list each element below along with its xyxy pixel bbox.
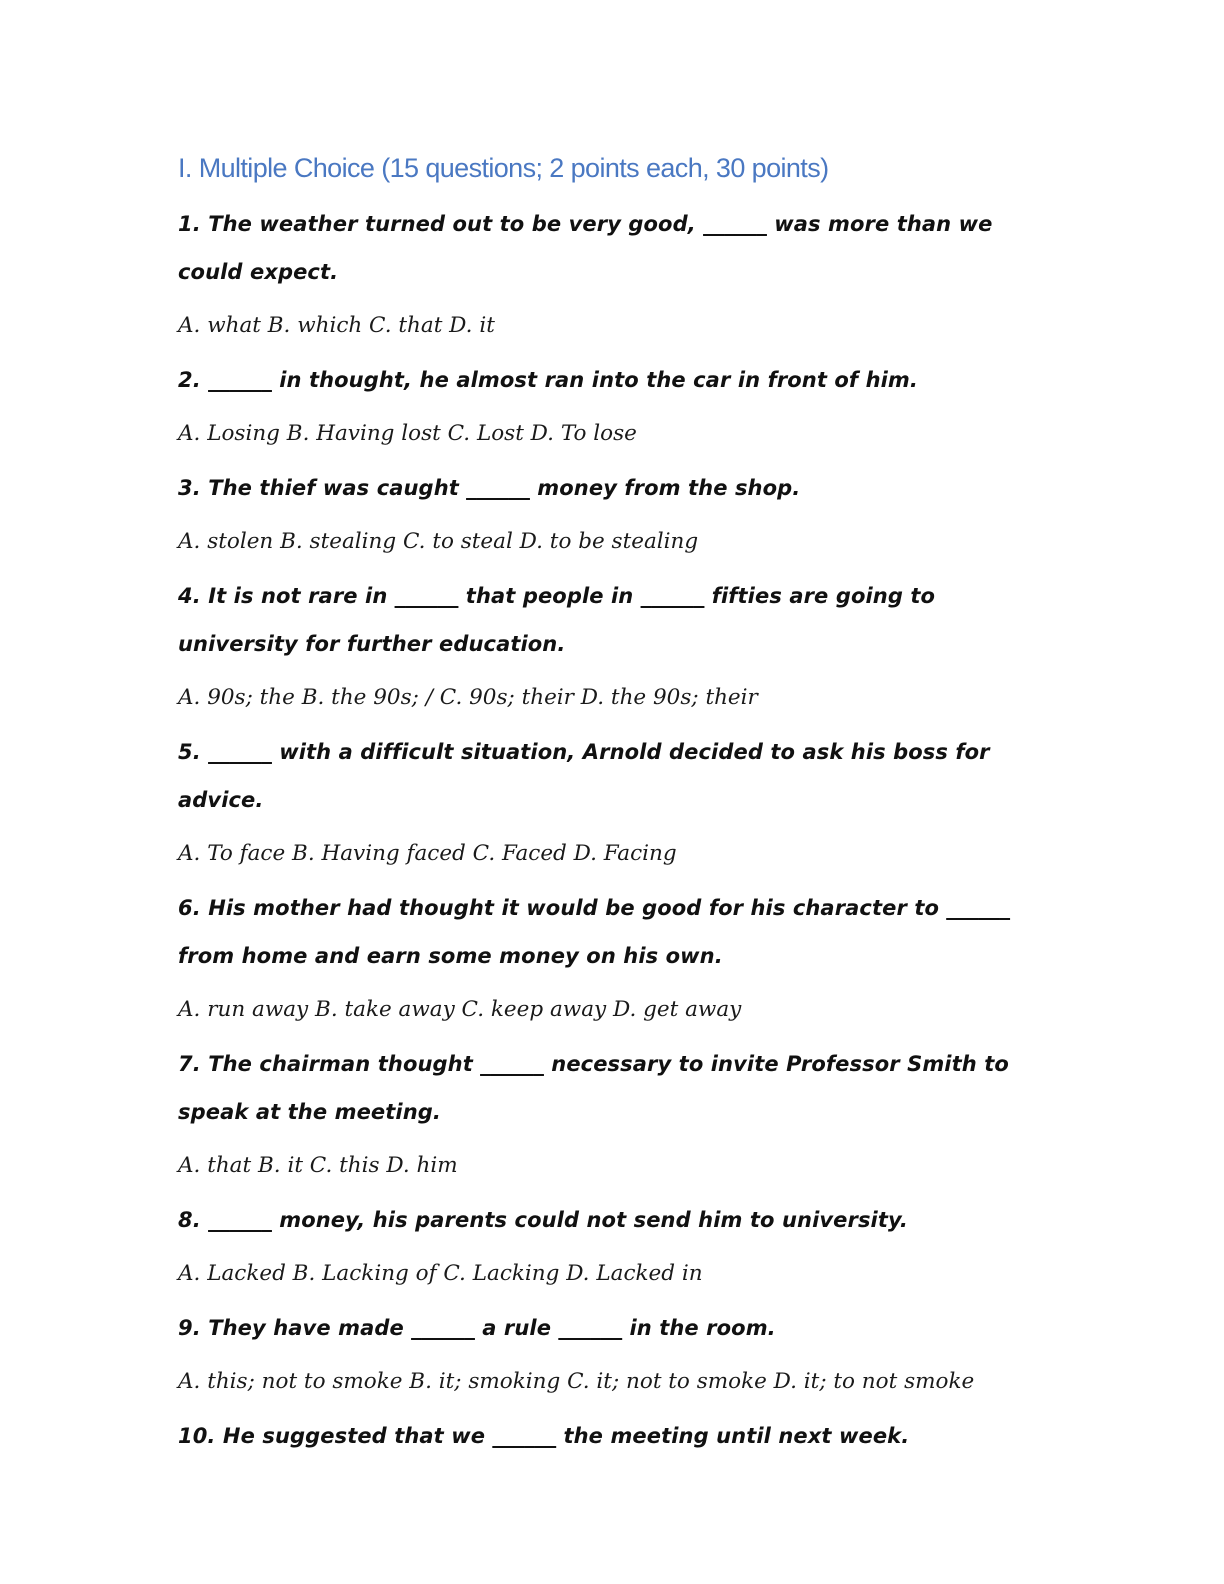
question-text: 10. He suggested that we ______ the meeting until next week.	[178, 1424, 910, 1448]
question-item-8	[178, 1196, 1048, 1298]
question-item-2	[178, 356, 1048, 458]
answer-options: A. run away B. take away C. keep away D. get away	[178, 997, 742, 1022]
question-item-7	[178, 1040, 1048, 1190]
question-item-4	[178, 572, 1048, 722]
answer-options: A. this; not to smoke B. it; smoking C. it; not to smoke D. it; to not smoke	[178, 1369, 975, 1394]
answer-options: A. To face B. Having faced C. Faced D. Facing	[178, 841, 677, 866]
question-text: 3. The thief was caught ______ money from the shop.	[178, 476, 801, 500]
question-item-9	[178, 1304, 1048, 1406]
question-text: 9. They have made ______ a rule ______ in the room.	[178, 1316, 776, 1340]
answer-options: A. Losing B. Having lost C. Lost D. To lose	[178, 421, 637, 446]
question-item-3	[178, 464, 1048, 566]
answer-options: A. what B. which C. that D. it	[178, 313, 495, 338]
question-item-1	[178, 200, 1048, 350]
question-item-6	[178, 884, 1048, 1034]
question-text: 2. ______ in thought, he almost ran into the car in front of him.	[178, 368, 918, 392]
question-text: 1. The weather turned out to be very good, ______ was more than we could expect.	[178, 212, 993, 284]
question-item-5	[178, 728, 1048, 878]
question-text: 7. The chairman thought ______ necessary to invite Professor Smith to speak at the meeting.	[178, 1052, 1009, 1124]
answer-options: A. stolen B. stealing C. to steal D. to be stealing	[178, 529, 699, 554]
question-item-10	[178, 1412, 1048, 1460]
question-text: 4. It is not rare in ______ that people in ______ fifties are going to university for further education.	[178, 584, 936, 656]
question-text: 6. His mother had thought it would be good for his character to ______ from home and earn some money on his own.	[178, 896, 1010, 968]
answer-options: A. 90s; the B. the 90s; / C. 90s; their D. the 90s; their	[178, 685, 758, 710]
section-heading: I. Multiple Choice (15 questions; 2 points each, 30 points)	[178, 153, 829, 183]
worksheet-content	[178, 146, 1048, 1466]
question-text: 8. ______ money, his parents could not send him to university.	[178, 1208, 908, 1232]
answer-options: A. that B. it C. this D. him	[178, 1153, 458, 1178]
question-text: 5. ______ with a difficult situation, Arnold decided to ask his boss for advice.	[178, 740, 990, 812]
answer-options: A. Lacked B. Lacking of C. Lacking D. Lacked in	[178, 1261, 703, 1286]
